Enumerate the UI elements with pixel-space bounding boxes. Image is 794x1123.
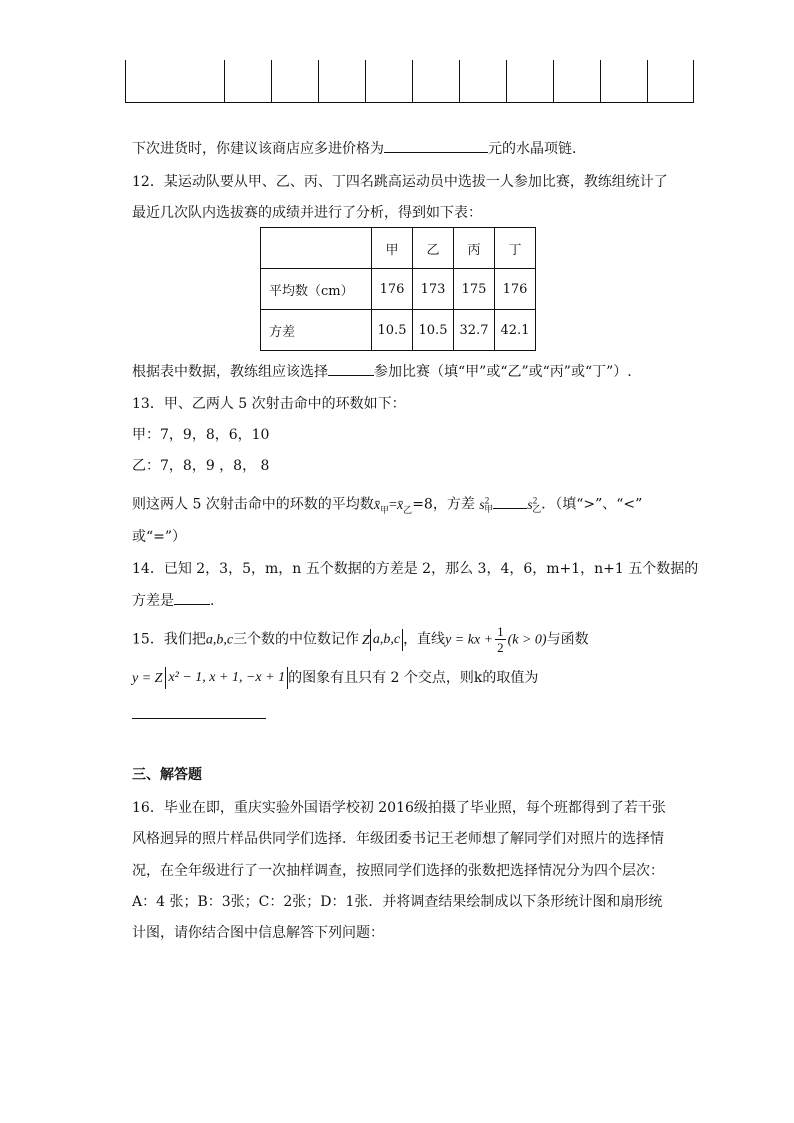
table-cell: 10.5 [413,310,454,351]
table-divider [224,60,225,102]
table-divider [693,60,694,102]
q12-line2: 最近几次队内选拔赛的成绩并进行了分析，得到如下表： [132,205,482,221]
section-title: 三、解答题 [132,767,202,783]
q13-text-after: ．（填“>”、“<” [541,496,643,513]
top-partial-table [125,60,694,103]
table-row [261,269,536,310]
q15-line2 [132,665,538,692]
q15-abc: a,b,c [205,632,234,648]
table-cell: 10.5 [372,310,413,351]
q13-text: 则这两人 5 次射击命中的环数的平均数 [132,496,374,513]
q11-answer-blank[interactable] [384,138,488,153]
q14-text-after: . [210,593,215,609]
q15-text-after: 与函数 [546,631,589,648]
table-cell: 176 [372,269,413,310]
q15-line1: 15．我们把a,b,c三个数的中位数记作 Z a,b,c ，直线y = kx + $\frac{1}{2}$ (k > 0)与函数 [132,624,589,655]
table-divider [318,60,319,102]
q14-text: 方差是 [132,593,174,609]
q11-text: 下次进货时，你建议该商店应多进价格为 [132,141,384,157]
q13-jia-scores: 甲：7，9，8，6，10 [132,427,270,443]
q16-line5: 计图，请你结合图中信息解答下列问题： [132,925,384,941]
table-header-cell: 丁 [495,228,536,269]
q13-line4: 则这两人 5 次射击命中的环数的平均数$x̄_甲=x̄_乙=8$，方差 $s^2_甲$ $s^2_乙$．（填“>”、“<” [132,495,643,515]
q12-answer-text-after: 参加比赛（填“甲”或“乙”或“丙”或“丁”）. [374,364,632,380]
q13-answer-blank[interactable] [493,494,527,509]
table-row [261,310,536,351]
table-header-cell: 甲 [372,228,413,269]
table-divider [125,60,126,102]
q15-answer-blank[interactable] [132,718,266,719]
table-header-row [261,228,536,269]
q14-answer-blank[interactable] [174,590,210,605]
table-row-label: 方差 [261,310,372,351]
q13-yi-scores: 乙：7，8，9 ，8， 8 [132,458,270,474]
q15-text-mid: 三个数的中位数记作 [233,631,360,648]
table-divider [600,60,601,102]
table-header-cell [261,228,372,269]
table-divider [271,60,272,102]
q16-line3: 况，在全年级进行了一次抽样调查，按照同学们选择的张数把选择情况分为四个层次： [132,863,664,879]
q15-condition: (k > 0) [507,632,547,648]
q15-func-prefix: y = Z [132,671,163,686]
q13-line1: 13．甲、乙两人 5 次射击命中的环数如下： [132,396,406,412]
q14-line2 [132,590,214,611]
table-header-cell: 乙 [413,228,454,269]
table-divider [506,60,507,102]
q11-answer-line [132,138,586,159]
table-cell: 32.7 [454,310,495,351]
q16-line2: 风格迥异的照片样品供同学们选择．年级团委书记王老师想了解同学们对照片的选择情 [132,831,664,847]
variance-yi-symbol: $s^2_乙$ [527,495,542,515]
q11-text-after: 元的水晶项链． [488,141,586,157]
table-cell: 176 [495,269,536,310]
table-divider [412,60,413,102]
q15-func-args: x² − 1, x + 1, −x + 1 [165,667,288,689]
table-row-label: 平均数（cm） [261,269,372,310]
q15-fraction: $\frac{1}{2}$ [497,624,504,655]
q15-median-notation: a,b,c [370,629,402,651]
q12-line1: 12．某运动队要从甲、乙、丙、丁四名跳高运动员中选拔一人参加比赛，教练组统计了 [132,174,668,190]
q16-line1: 16．毕业在即，重庆实验外国语学校初 2016级拍摄了毕业照，每个班都得到了若干张 [132,800,666,816]
table-cell: 173 [413,269,454,310]
table-divider [459,60,460,102]
table-header-cell: 丙 [454,228,495,269]
mean-yi-symbol: $x̄_乙$ [396,497,413,515]
q12-answer-line [132,361,632,382]
q15-text-after2: 的图象有且只有 2 个交点，则k的取值为 [288,670,539,686]
q15-line-eq: y = kx + [445,632,494,648]
q15-text-line: ，直线 [403,631,446,648]
table-divider [365,60,366,102]
table-cell: 175 [454,269,495,310]
q13-line5: 或“=”） [132,529,187,545]
q13-mean-eq: =8，方差 [412,496,475,513]
q16-line4: A：4 张；B：3张；C：2张；D：1张．并将调查结果绘制成以下条形统计图和扇形统 [132,894,663,910]
q15-text: 15．我们把 [132,631,206,648]
q12-answer-blank[interactable] [328,361,374,376]
table-divider [647,60,648,102]
variance-jia-symbol: $s^2_甲$ [479,495,494,515]
q12-answer-text: 根据表中数据，教练组应该选择 [132,364,328,380]
table-divider [553,60,554,102]
table-cell: 42.1 [495,310,536,351]
q14-line1: 14．已知 2，3，5，m，n 五个数据的方差是 2，那么 3，4，6，m+1，n+1 五个数据的 [132,561,699,577]
mean-jia-symbol: $x̄_甲$ [373,497,390,515]
q12-stats-table [260,227,536,351]
